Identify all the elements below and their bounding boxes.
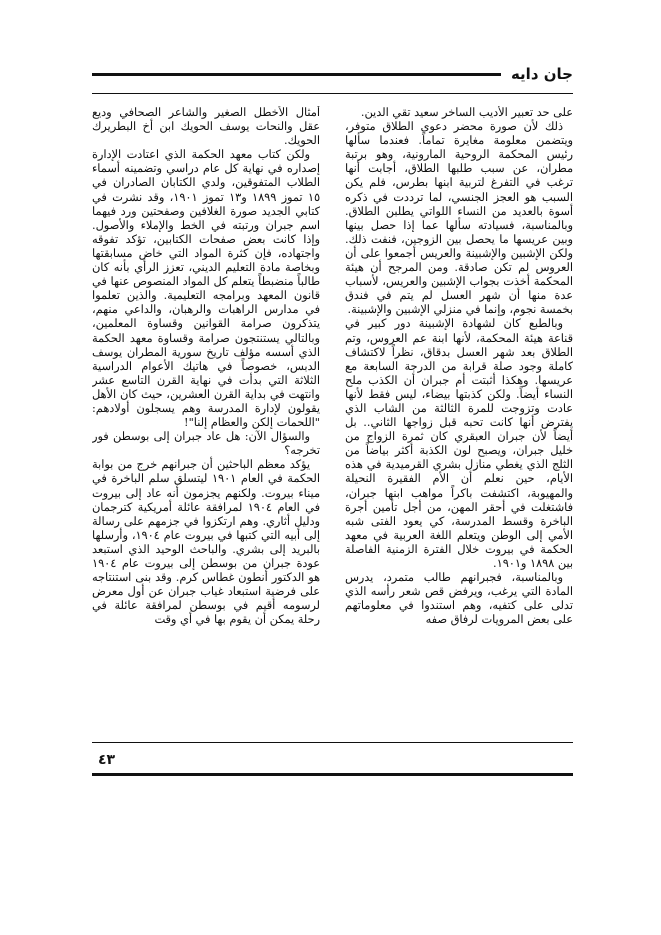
right-paragraph-4: وبالمناسبة، فجبرانهم طالب متمرد، يدرس المادة التي يرغب، ويرفض قص شعر رأسه الذي تدلى على كتفيه، وهم استندوا في معلوماتهم على بعض المرويات لرفاق صفه <box>345 571 573 627</box>
right-paragraph-1: على حد تعبير الأديب الساخر سعيد تقي الدين. <box>360 106 573 119</box>
right-column <box>345 106 573 736</box>
header-rule <box>92 73 501 76</box>
footer-rule <box>92 773 573 776</box>
left-paragraph-3: والسؤال الآن: هل عاد جبران إلى بوسطن فور تخرجه؟ <box>92 430 320 458</box>
page-header <box>92 64 573 88</box>
footer-thin-rule <box>92 742 573 743</box>
right-paragraph-2: ذلك لأن صورة محضر دعوى الطلاق متوفر، ويتضمن معلومة مغايرة تماماً. فعندما سألها رئيس المحكمة الروحية المارونية، وهو برتبة مطران، عن سبب طلبها الطلاق، أجابت أنها ترغب في التفرغ لتربية ابنها بطرس، فلم يكن السبب هو العجز الجنسي، لما ترددت في ذكره أسوة بالعديد من النساء اللواتي يطلبن الطلاق. وبالمناسبة، فسيادته سألها عما إذا حصل بينها وبين عريسها ما يحصل بين الزوجين، فنفت ذلك. ولكن الإشبين والإشبينة والعريس أجمعوا على أن العروس لم تكن صادقة. ومن المرجح أن هيئة المحكمة أخذت بجواب الإشبين والعريس، لأسباب عدة منها أن شهر العسل لم يتم في فندق بخمسة نجوم، وإنما في منزلي الإشبين والإشبينة. <box>345 120 573 317</box>
header-thin-rule <box>92 93 573 94</box>
left-paragraph-4: يؤكد معظم الباحثين أن جبرانهم خرج من بوابة الحكمة في العام ١٩٠١ ليتسلق سلم الباخرة في ميناء بيروت. ولكنهم يجزمون أنه عاد إلى بيروت في العام ١٩٠٤ لمرافقة عائلة أمريكية كترجمان ودليل أثاري. وهم ارتكزوا في جزمهم على رسالة إلى أبيه التي كتبها في بيروت عام ١٩٠٤، وأرسلها بالبريد إلى بشري. والباحث الوحيد الذي استبعد عودة جبران من بوسطن إلى بيروت عام ١٩٠٤ هو الدكتور أنطون غطاس كرم. وقد بنى استنتاجه على فرضية استبعاد غياب جبران عن أول معرض لرسومه أقيم في بوسطن لمرافقة عائلة في رحلة يمكن أن يقوم بها في أي وقت <box>92 458 320 627</box>
page-number: ٤٣ <box>98 752 116 768</box>
left-paragraph-2: ولكن كتاب معهد الحكمة الذي اعتادت الإدارة إصداره في نهاية كل عام دراسي وتضمينه أسماء الطلاب المتفوقين، ولدي الكتابان الصادران في ١٥ تموز ١٨٩٩ و١٣ تموز ١٩٠١، وقد نشرت في كتابي الجديد صورة الغلافين وصفحتين ورد فيهما اسم جبران ورتبته في الخط والإملاء والأصول. وإذا كانت بعض صفحات الكتابين، تؤكد تفوقه واجتهاده، فإن كثرة المواد التي خاض مسابقتها وبخاصة مادة التعليم الديني، تعزز الرأي بأنه كان طالباً منضبطاً يتعلم كل المواد المنصوص عنها في قانون المعهد وبرامجه التعليمية. والذين تعلموا في مدارس الراهبات والرهبان، والداعي منهم، يتذكرون صرامة القوانين وقساوة المعلمين، وبالتالي يستنتجون صرامة وقساوة معهد الحكمة الذي أسسه مؤلف تاريخ سورية المطران يوسف الدبس، خصوصاً في هاتيك الأعوام الدراسية الثلاثة التي بدأت في نهاية القرن التاسع عشر وانتهت في بداية القرن العشرين، حيث كان الأهل يقولون لإدارة المدرسة وهم يسجلون أولادهم: "اللحمات إلكن والعظام إلنا"! <box>92 148 320 430</box>
left-paragraph-1: أمثال الأخطل الصغير والشاعر الصحافي وديع عقل والنحات يوسف الحويك ابن أخ البطريرك الحويك. <box>92 106 320 148</box>
left-column <box>92 106 320 736</box>
right-paragraph-3: وبالطبع كان لشهادة الإشبينة دور كبير في قناعة هيئة المحكمة، لأنها ابنة عم العروس، وتم الطلاق بعد شهر العسل بدقاق، نظراً لاكتشاف كاملة وجود صلة قرابة من الدرجة السابعة مع عريسها. وهكذا أثبتت أم جبران أن الكذب ملح النساء أيضاً. ولكن كذبتها بيضاء، ليس فقط لأنها عادت وتزوجت للمرة الثالثة من الشاب الذي يفترض أنها كانت تحبه قبل زواجها الثاني.. بل أيضاً لأن جبران العبقري كان ثمرة الزواج من خليل جبران، ويصبح لون الكذبة أكثر بياضاً من الثلج الذي يغطي منازل بشري القرميدية في هذه الأيام، حين نعلم أن الأم الفقيرة النحيلة والمهيوبة، اكتشفت باكراً مواهب ابنها جبران، فاشتغلت في أحقر المهن، من أجل تأمين أجرة الباخرة وقسط المدرسة، كي يعود الفتى شبه الأمي إلى الوطن ويتعلم اللغة العربية في معهد الحكمة في بيروت خلال الفترة الزمنية الفاصلة بين ١٨٩٨ و١٩٠١. <box>345 317 573 570</box>
author-name: جان دايه <box>510 65 573 83</box>
